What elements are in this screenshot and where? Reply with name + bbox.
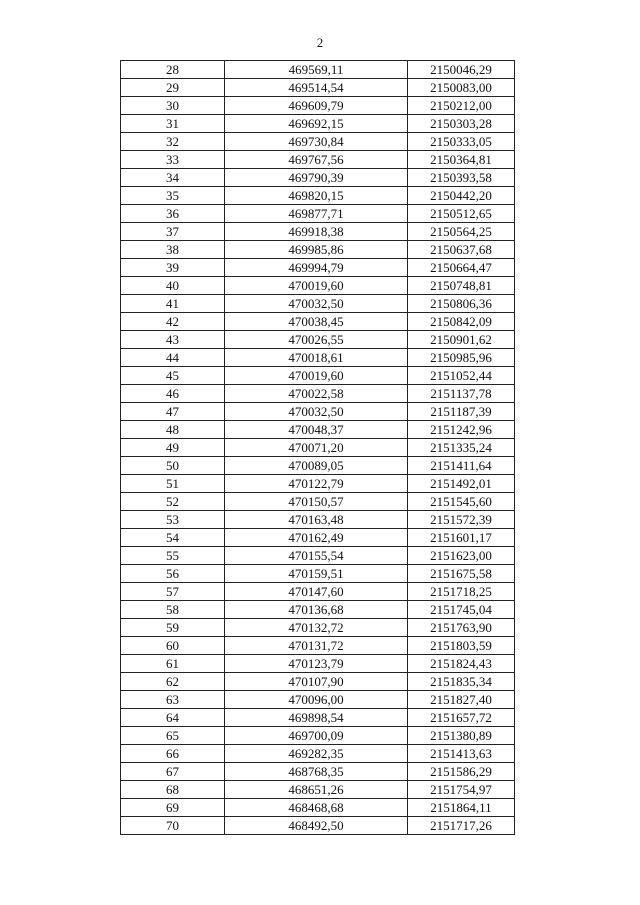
point-number-cell: 45 — [121, 367, 225, 385]
table-row — [121, 403, 515, 421]
y-coordinate-cell: 2150083,00 — [408, 79, 515, 97]
x-coordinate-cell: 470019,60 — [225, 277, 408, 295]
y-coordinate-cell: 2151601,17 — [408, 529, 515, 547]
table-row — [121, 349, 515, 367]
y-coordinate-cell: 2150442,20 — [408, 187, 515, 205]
table-row — [121, 655, 515, 673]
y-coordinate-cell: 2150212,00 — [408, 97, 515, 115]
x-coordinate-cell: 468468,68 — [225, 799, 408, 817]
x-coordinate-cell: 470107,90 — [225, 673, 408, 691]
table-row — [121, 673, 515, 691]
x-coordinate-cell: 469730,84 — [225, 133, 408, 151]
y-coordinate-cell: 2150901,62 — [408, 331, 515, 349]
x-coordinate-cell: 470163,48 — [225, 511, 408, 529]
point-number-cell: 49 — [121, 439, 225, 457]
table-row — [121, 817, 515, 835]
table-row — [121, 295, 515, 313]
point-number-cell: 44 — [121, 349, 225, 367]
y-coordinate-cell: 2151717,26 — [408, 817, 515, 835]
table-row — [121, 115, 515, 133]
point-number-cell: 68 — [121, 781, 225, 799]
table-row — [121, 745, 515, 763]
x-coordinate-cell: 470071,20 — [225, 439, 408, 457]
point-number-cell: 61 — [121, 655, 225, 673]
x-coordinate-cell: 470136,68 — [225, 601, 408, 619]
point-number-cell: 48 — [121, 421, 225, 439]
y-coordinate-cell: 2150046,29 — [408, 61, 515, 79]
coordinates-table — [120, 60, 515, 835]
point-number-cell: 50 — [121, 457, 225, 475]
y-coordinate-cell: 2150842,09 — [408, 313, 515, 331]
table-row — [121, 133, 515, 151]
y-coordinate-cell: 2151187,39 — [408, 403, 515, 421]
x-coordinate-cell: 469609,79 — [225, 97, 408, 115]
point-number-cell: 37 — [121, 223, 225, 241]
x-coordinate-cell: 469994,79 — [225, 259, 408, 277]
x-coordinate-cell: 470022,58 — [225, 385, 408, 403]
table-row — [121, 475, 515, 493]
table-row — [121, 547, 515, 565]
y-coordinate-cell: 2151137,78 — [408, 385, 515, 403]
y-coordinate-cell: 2150393,58 — [408, 169, 515, 187]
y-coordinate-cell: 2151827,40 — [408, 691, 515, 709]
y-coordinate-cell: 2150512,65 — [408, 205, 515, 223]
x-coordinate-cell: 470018,61 — [225, 349, 408, 367]
table-row — [121, 511, 515, 529]
point-number-cell: 53 — [121, 511, 225, 529]
x-coordinate-cell: 469700,09 — [225, 727, 408, 745]
y-coordinate-cell: 2151675,58 — [408, 565, 515, 583]
x-coordinate-cell: 470150,57 — [225, 493, 408, 511]
point-number-cell: 40 — [121, 277, 225, 295]
y-coordinate-cell: 2151718,25 — [408, 583, 515, 601]
x-coordinate-cell: 469569,11 — [225, 61, 408, 79]
point-number-cell: 41 — [121, 295, 225, 313]
table-row — [121, 313, 515, 331]
y-coordinate-cell: 2151623,00 — [408, 547, 515, 565]
x-coordinate-cell: 470122,79 — [225, 475, 408, 493]
table-row — [121, 331, 515, 349]
y-coordinate-cell: 2150333,05 — [408, 133, 515, 151]
x-coordinate-cell: 468651,26 — [225, 781, 408, 799]
point-number-cell: 28 — [121, 61, 225, 79]
x-coordinate-cell: 470038,45 — [225, 313, 408, 331]
y-coordinate-cell: 2150637,68 — [408, 241, 515, 259]
y-coordinate-cell: 2150748,81 — [408, 277, 515, 295]
x-coordinate-cell: 469877,71 — [225, 205, 408, 223]
table-row — [121, 637, 515, 655]
table-row — [121, 241, 515, 259]
point-number-cell: 66 — [121, 745, 225, 763]
x-coordinate-cell: 470132,72 — [225, 619, 408, 637]
coordinates-table-body — [121, 61, 515, 835]
table-row — [121, 61, 515, 79]
x-coordinate-cell: 469514,54 — [225, 79, 408, 97]
table-row — [121, 385, 515, 403]
table-row — [121, 781, 515, 799]
table-row — [121, 151, 515, 169]
point-number-cell: 54 — [121, 529, 225, 547]
x-coordinate-cell: 469985,86 — [225, 241, 408, 259]
y-coordinate-cell: 2151335,24 — [408, 439, 515, 457]
point-number-cell: 38 — [121, 241, 225, 259]
x-coordinate-cell: 469918,38 — [225, 223, 408, 241]
point-number-cell: 63 — [121, 691, 225, 709]
x-coordinate-cell: 470123,79 — [225, 655, 408, 673]
point-number-cell: 51 — [121, 475, 225, 493]
point-number-cell: 47 — [121, 403, 225, 421]
x-coordinate-cell: 469790,39 — [225, 169, 408, 187]
point-number-cell: 30 — [121, 97, 225, 115]
y-coordinate-cell: 2151835,34 — [408, 673, 515, 691]
x-coordinate-cell: 469282,35 — [225, 745, 408, 763]
y-coordinate-cell: 2151763,90 — [408, 619, 515, 637]
point-number-cell: 43 — [121, 331, 225, 349]
y-coordinate-cell: 2151545,60 — [408, 493, 515, 511]
table-row — [121, 439, 515, 457]
table-row — [121, 709, 515, 727]
table-row — [121, 367, 515, 385]
y-coordinate-cell: 2151052,44 — [408, 367, 515, 385]
x-coordinate-cell: 470159,51 — [225, 565, 408, 583]
table-row — [121, 97, 515, 115]
point-number-cell: 55 — [121, 547, 225, 565]
x-coordinate-cell: 470162,49 — [225, 529, 408, 547]
x-coordinate-cell: 469898,54 — [225, 709, 408, 727]
y-coordinate-cell: 2151754,97 — [408, 781, 515, 799]
point-number-cell: 57 — [121, 583, 225, 601]
y-coordinate-cell: 2151413,63 — [408, 745, 515, 763]
point-number-cell: 35 — [121, 187, 225, 205]
x-coordinate-cell: 469767,56 — [225, 151, 408, 169]
point-number-cell: 56 — [121, 565, 225, 583]
y-coordinate-cell: 2151745,04 — [408, 601, 515, 619]
x-coordinate-cell: 468768,35 — [225, 763, 408, 781]
y-coordinate-cell: 2151803,59 — [408, 637, 515, 655]
x-coordinate-cell: 470048,37 — [225, 421, 408, 439]
point-number-cell: 70 — [121, 817, 225, 835]
point-number-cell: 62 — [121, 673, 225, 691]
x-coordinate-cell: 470032,50 — [225, 295, 408, 313]
x-coordinate-cell: 470032,50 — [225, 403, 408, 421]
y-coordinate-cell: 2151824,43 — [408, 655, 515, 673]
table-row — [121, 727, 515, 745]
page-number: 2 — [316, 35, 324, 50]
table-row — [121, 619, 515, 637]
table-row — [121, 457, 515, 475]
x-coordinate-cell: 470096,00 — [225, 691, 408, 709]
y-coordinate-cell: 2151492,01 — [408, 475, 515, 493]
table-row — [121, 259, 515, 277]
y-coordinate-cell: 2151864,11 — [408, 799, 515, 817]
table-row — [121, 763, 515, 781]
point-number-cell: 36 — [121, 205, 225, 223]
x-coordinate-cell: 470131,72 — [225, 637, 408, 655]
point-number-cell: 39 — [121, 259, 225, 277]
point-number-cell: 59 — [121, 619, 225, 637]
y-coordinate-cell: 2150985,96 — [408, 349, 515, 367]
y-coordinate-cell: 2150564,25 — [408, 223, 515, 241]
x-coordinate-cell: 469820,15 — [225, 187, 408, 205]
point-number-cell: 46 — [121, 385, 225, 403]
y-coordinate-cell: 2151242,96 — [408, 421, 515, 439]
table-row — [121, 169, 515, 187]
point-number-cell: 67 — [121, 763, 225, 781]
y-coordinate-cell: 2151572,39 — [408, 511, 515, 529]
table-row — [121, 277, 515, 295]
y-coordinate-cell: 2151411,64 — [408, 457, 515, 475]
x-coordinate-cell: 469692,15 — [225, 115, 408, 133]
y-coordinate-cell: 2150364,81 — [408, 151, 515, 169]
table-row — [121, 493, 515, 511]
table-row — [121, 421, 515, 439]
point-number-cell: 52 — [121, 493, 225, 511]
y-coordinate-cell: 2151657,72 — [408, 709, 515, 727]
x-coordinate-cell: 470026,55 — [225, 331, 408, 349]
table-row — [121, 529, 515, 547]
table-row — [121, 565, 515, 583]
point-number-cell: 29 — [121, 79, 225, 97]
point-number-cell: 33 — [121, 151, 225, 169]
point-number-cell: 58 — [121, 601, 225, 619]
y-coordinate-cell: 2151380,89 — [408, 727, 515, 745]
point-number-cell: 32 — [121, 133, 225, 151]
table-row — [121, 691, 515, 709]
table-row — [121, 223, 515, 241]
x-coordinate-cell: 468492,50 — [225, 817, 408, 835]
table-row — [121, 79, 515, 97]
point-number-cell: 65 — [121, 727, 225, 745]
point-number-cell: 34 — [121, 169, 225, 187]
x-coordinate-cell: 470089,05 — [225, 457, 408, 475]
y-coordinate-cell: 2150806,36 — [408, 295, 515, 313]
point-number-cell: 60 — [121, 637, 225, 655]
table-row — [121, 187, 515, 205]
x-coordinate-cell: 470147,60 — [225, 583, 408, 601]
point-number-cell: 69 — [121, 799, 225, 817]
table-row — [121, 205, 515, 223]
table-row — [121, 583, 515, 601]
point-number-cell: 64 — [121, 709, 225, 727]
table-row — [121, 799, 515, 817]
y-coordinate-cell: 2150303,28 — [408, 115, 515, 133]
y-coordinate-cell: 2150664,47 — [408, 259, 515, 277]
x-coordinate-cell: 470155,54 — [225, 547, 408, 565]
x-coordinate-cell: 470019,60 — [225, 367, 408, 385]
point-number-cell: 42 — [121, 313, 225, 331]
y-coordinate-cell: 2151586,29 — [408, 763, 515, 781]
table-row — [121, 601, 515, 619]
point-number-cell: 31 — [121, 115, 225, 133]
